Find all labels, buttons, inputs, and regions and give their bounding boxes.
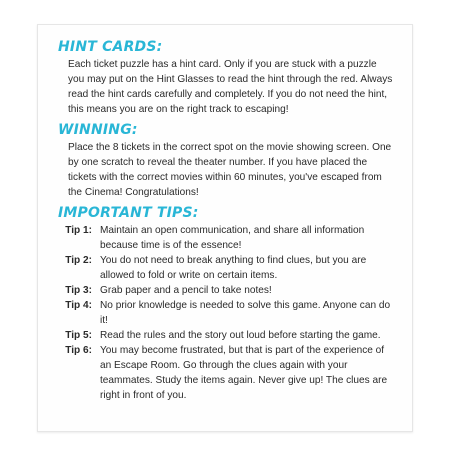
tip-item — [58, 343, 398, 403]
important-tips-section — [58, 205, 398, 403]
tip-label: Tip 3: — [65, 285, 92, 296]
tip-text: Read the rules and the story out loud before starting the game. — [100, 330, 381, 341]
hint-cards-text: Each ticket puzzle has a hint card. Only if you are stuck with a puzzle you may put on the Hint Glasses to read the hint through the red. Always read the hint cards carefully and completely. If you do not need the hint, this means you are on the right track to escaping! — [68, 59, 393, 115]
important-tips-heading: IMPORTANT TIPS: — [58, 205, 199, 221]
rules-content — [58, 39, 398, 408]
tip-text: You do not need to break anything to find clues, but you are allowed to fold or write on certain items. — [100, 255, 367, 281]
tip-label: Tip 6: — [65, 345, 92, 356]
winning-section — [58, 122, 398, 200]
tip-text: Maintain an open communication, and share all information because time is of the essence! — [100, 225, 365, 251]
tip-item — [58, 283, 398, 298]
winning-text: Place the 8 tickets in the correct spot on the movie showing screen. One by one scratch to reveal the theater number. If you have placed the tickets with the correct movies within 60 minutes, you've escaped from the Cinema! Congratulations! — [68, 142, 392, 198]
tip-item — [58, 223, 398, 253]
tip-text: You may become frustrated, but that is part of the experience of an Escape Room. Go through the clues again with your teammates. Study the items again. Never give up! The clues are right in front of you. — [100, 345, 388, 401]
tip-label: Tip 4: — [65, 300, 92, 311]
tips-list — [58, 223, 398, 403]
winning-heading: WINNING: — [58, 122, 138, 138]
hint-cards-heading: HINT CARDS: — [58, 39, 163, 55]
tip-item — [58, 298, 398, 328]
hint-cards-section — [58, 39, 398, 117]
tip-text: Grab paper and a pencil to take notes! — [100, 285, 272, 296]
tip-label: Tip 1: — [65, 225, 92, 236]
tip-label: Tip 2: — [65, 255, 92, 266]
tip-text: No prior knowledge is needed to solve this game. Anyone can do it! — [100, 300, 391, 326]
tip-label: Tip 5: — [65, 330, 92, 341]
tip-item — [58, 253, 398, 283]
tip-item — [58, 328, 398, 343]
rules-card — [37, 24, 413, 432]
